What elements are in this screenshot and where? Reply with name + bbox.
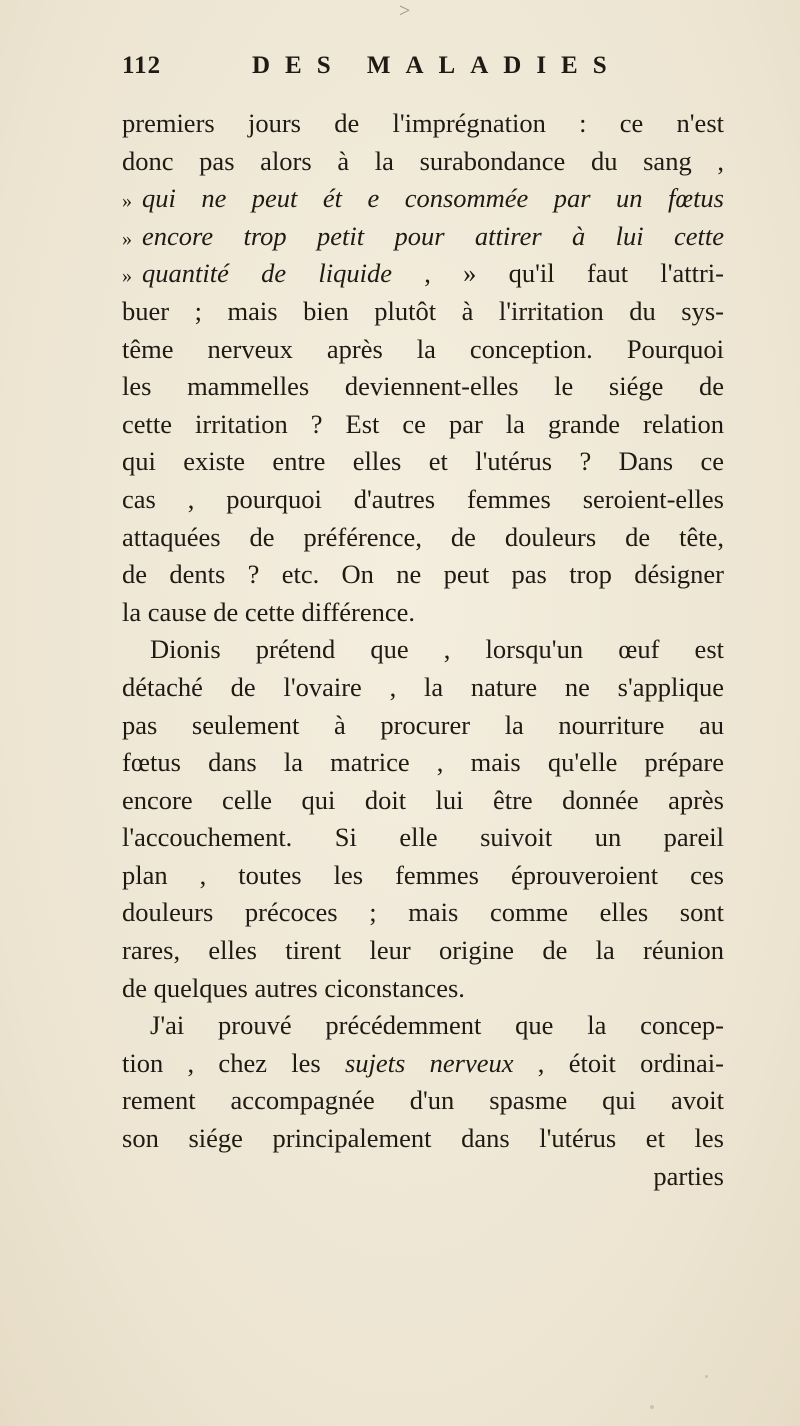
- text-line: [122, 1045, 724, 1083]
- page-header: [122, 52, 722, 92]
- text-span: cas , pourquoi d'autres femmes seroient-elles: [122, 483, 724, 514]
- text-line: [122, 481, 724, 519]
- text-span: attaquées de préférence, de douleurs de tête,: [122, 521, 724, 552]
- quote-mark: »: [122, 227, 132, 250]
- text-line: [122, 556, 724, 594]
- ink-spot: [705, 1375, 708, 1378]
- text-span: donc pas alors à la surabondance du sang ,: [122, 145, 724, 176]
- text-line: [122, 519, 724, 557]
- text-line: [122, 669, 724, 707]
- text-line: [122, 443, 724, 481]
- ink-spot: [650, 1405, 654, 1409]
- text-span: J'ai prouvé précédemment que la concep-: [150, 1010, 724, 1041]
- text-line: [122, 782, 724, 820]
- text-line: [122, 857, 724, 895]
- text-line: [122, 631, 724, 669]
- text-line: [122, 744, 724, 782]
- text-line: [122, 331, 724, 369]
- text-span: cette irritation ? Est ce par la grande relation: [122, 408, 724, 439]
- stray-mark: >: [399, 0, 411, 22]
- text-span: la cause de cette différence.: [122, 596, 416, 627]
- quote-mark: »: [122, 190, 132, 213]
- running-head: DES MALADIES: [252, 52, 622, 79]
- text-line: [122, 218, 724, 256]
- page-number: 112: [122, 52, 162, 79]
- quote-mark: »: [122, 265, 132, 288]
- text-line: [122, 819, 724, 857]
- text-span: pas seulement à procurer la nourriture au: [122, 709, 724, 740]
- text-span: tême nerveux après la conception. Pourquoi: [122, 333, 724, 364]
- text-span: de quelques autres ciconstances.: [122, 972, 465, 1003]
- text-span: premiers jours de l'imprégnation : ce n'est: [122, 108, 724, 138]
- text-line: [122, 594, 724, 632]
- text-span: qui existe entre elles et l'utérus ? Dans ce: [122, 446, 724, 477]
- text-span: tion , chez les: [122, 1047, 345, 1078]
- body-text: [122, 105, 724, 1195]
- text-span: détaché de l'ovaire , la nature ne s'applique: [122, 671, 724, 702]
- text-line: [122, 368, 724, 406]
- text-line: [122, 970, 724, 1008]
- italic-span: encore trop petit pour attirer à lui cette: [142, 220, 724, 251]
- text-span: de dents ? etc. On ne peut pas trop désigner: [122, 559, 724, 590]
- italic-span: qui ne peut ét e consommée par un fœtus: [142, 183, 724, 214]
- text-line: [122, 894, 724, 932]
- text-line: [122, 105, 724, 143]
- text-span: les mammelles deviennent-elles le siége de: [122, 371, 724, 402]
- text-line: [122, 1158, 724, 1196]
- text-span: douleurs précoces ; mais comme elles sont: [122, 897, 724, 928]
- text-span: son siége principalement dans l'utérus et les: [122, 1123, 724, 1154]
- text-line: [122, 180, 724, 218]
- italic-span: quantité de liquide: [142, 258, 392, 289]
- text-span: Dionis prétend que , lorsqu'un œuf est: [150, 634, 724, 665]
- text-span: encore celle qui doit lui être donnée après: [122, 784, 724, 815]
- text-span: parties: [653, 1160, 724, 1191]
- text-span: buer ; mais bien plutôt à l'irritation du sys-: [122, 295, 724, 326]
- text-line: [122, 143, 724, 181]
- text-span: , étoit ordinai-: [513, 1047, 724, 1078]
- text-span: plan , toutes les femmes éprouveroient ces: [122, 859, 724, 890]
- text-line: [122, 707, 724, 745]
- text-line: [122, 406, 724, 444]
- text-line: [122, 1120, 724, 1158]
- text-span: , » qu'il faut l'attri-: [391, 258, 724, 289]
- text-span: rement accompagnée d'un spasme qui avoit: [122, 1085, 724, 1116]
- text-line: [122, 932, 724, 970]
- text-span: rares, elles tirent leur origine de la réunion: [122, 935, 724, 966]
- text-line: [122, 255, 724, 293]
- italic-span: sujets nerveux: [344, 1047, 514, 1078]
- text-line: [122, 293, 724, 331]
- text-span: l'accouchement. Si elle suivoit un pareil: [122, 822, 724, 853]
- text-line: [122, 1082, 724, 1120]
- text-span: fœtus dans la matrice , mais qu'elle prépare: [122, 747, 724, 778]
- text-line: [122, 1007, 724, 1045]
